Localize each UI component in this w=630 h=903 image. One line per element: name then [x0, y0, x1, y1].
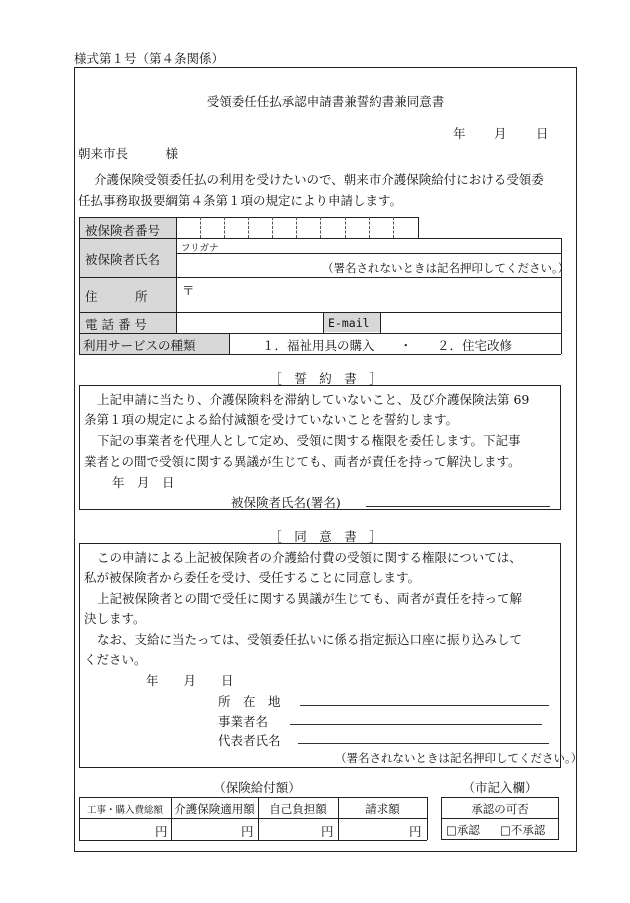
- pledge-date: 年 月 日: [112, 475, 175, 490]
- header-claim-amount: 請求額: [365, 802, 400, 816]
- consent-line-4: 決します。: [84, 611, 146, 626]
- city-caption: （市記入欄）: [462, 780, 538, 795]
- pledge-line-4: 業者との間で受領に関する異議が生じても、両者が責任を持って解決します。: [84, 454, 521, 469]
- representative-label: 代表者氏名: [218, 733, 281, 748]
- pledge-heading: ［ 誓 約 書 ］: [269, 371, 382, 386]
- location-label: 所 在 地: [218, 694, 281, 709]
- furigana-label: フリガナ: [181, 243, 219, 254]
- date-year: 年: [453, 126, 466, 141]
- consent-line-5: なお、支給に当たっては、受領委任払いに係る指定振込口座に振り込みして: [97, 632, 523, 647]
- header-applied-amount: 介護保険適用額: [174, 802, 255, 816]
- approve-checkbox[interactable]: □承認: [446, 823, 480, 837]
- consent-line-1: この申請による上記被保険者の介護給付費の受領に関する権限については、: [97, 550, 522, 565]
- form-title: 受領委任任払承認申請書兼誓約書兼同意書: [206, 94, 445, 109]
- consent-line-3: 上記被保険者との間で受任に関する異議が生じても、両者が責任を持って解: [97, 591, 523, 606]
- address-label: 住 所: [85, 289, 148, 304]
- consent-line-6: ください。: [84, 652, 147, 667]
- intro-line-1: 介護保険受領委任払の利用を受けたいので、朝来市介護保険給付における受領委: [94, 172, 544, 187]
- pledge-signature-label: 被保険者氏名(署名): [231, 495, 341, 510]
- consent-heading: ［ 同 意 書 ］: [269, 529, 382, 544]
- pledge-signature-line[interactable]: [366, 506, 550, 507]
- representative-line[interactable]: [298, 743, 549, 744]
- form-number: 様式第１号（第４条関係）: [74, 51, 225, 66]
- consent-line-2: 私が被保険者から委任を受け、受任することに同意します。: [84, 570, 421, 585]
- pledge-line-1: 上記申請に当たり、介護保険料を滞納していないこと、及び介護保険法第 69: [97, 392, 530, 407]
- insured-number-label: 被保険者番号: [85, 223, 161, 238]
- benefit-caption: （保険給付額）: [213, 780, 301, 795]
- insured-name-label: 被保険者氏名: [85, 252, 161, 267]
- service-options: １．福祉用具の購入 ・ ２．住宅改修: [262, 338, 513, 353]
- business-name-label: 事業者名: [218, 714, 269, 729]
- consent-date: 年 月 日: [146, 673, 234, 688]
- date-day: 日: [536, 126, 549, 141]
- unit-total-cost: 円: [155, 824, 168, 839]
- service-type-label: 利用サービスの種類: [83, 338, 196, 353]
- unit-self-pay: 円: [321, 824, 334, 839]
- reject-checkbox[interactable]: □不承認: [500, 823, 546, 837]
- addressee: 朝来市長 様: [78, 146, 179, 161]
- location-line[interactable]: [300, 705, 549, 706]
- pledge-line-3: 下記の事業者を代理人として定め、受領に関する権限を委任します。下記事: [97, 433, 521, 448]
- date-month: 月: [494, 126, 507, 141]
- intro-line-2: 任払事務取扱要綱第４条第１項の規定により申請します。: [78, 193, 403, 208]
- phone-label: 電 話 番 号: [85, 317, 147, 332]
- unit-claim-amount: 円: [409, 824, 422, 839]
- email-label: E-mail: [328, 316, 370, 330]
- postal-mark: 〒: [182, 283, 195, 298]
- approval-header: 承認の可否: [471, 802, 529, 816]
- unit-applied-amount: 円: [241, 824, 254, 839]
- consent-seal-note: （署名されないときは記名押印してください。）: [335, 751, 583, 765]
- header-total-cost: 工事・購入費総額: [86, 805, 163, 816]
- insured-name-seal-note: （署名されないときは記名押印してください。）: [322, 261, 570, 275]
- business-name-line[interactable]: [290, 724, 542, 725]
- header-self-pay: 自己負担額: [269, 802, 327, 816]
- pledge-line-2: 条第１項の規定による給付減額を受けていないことを誓約します。: [84, 412, 459, 427]
